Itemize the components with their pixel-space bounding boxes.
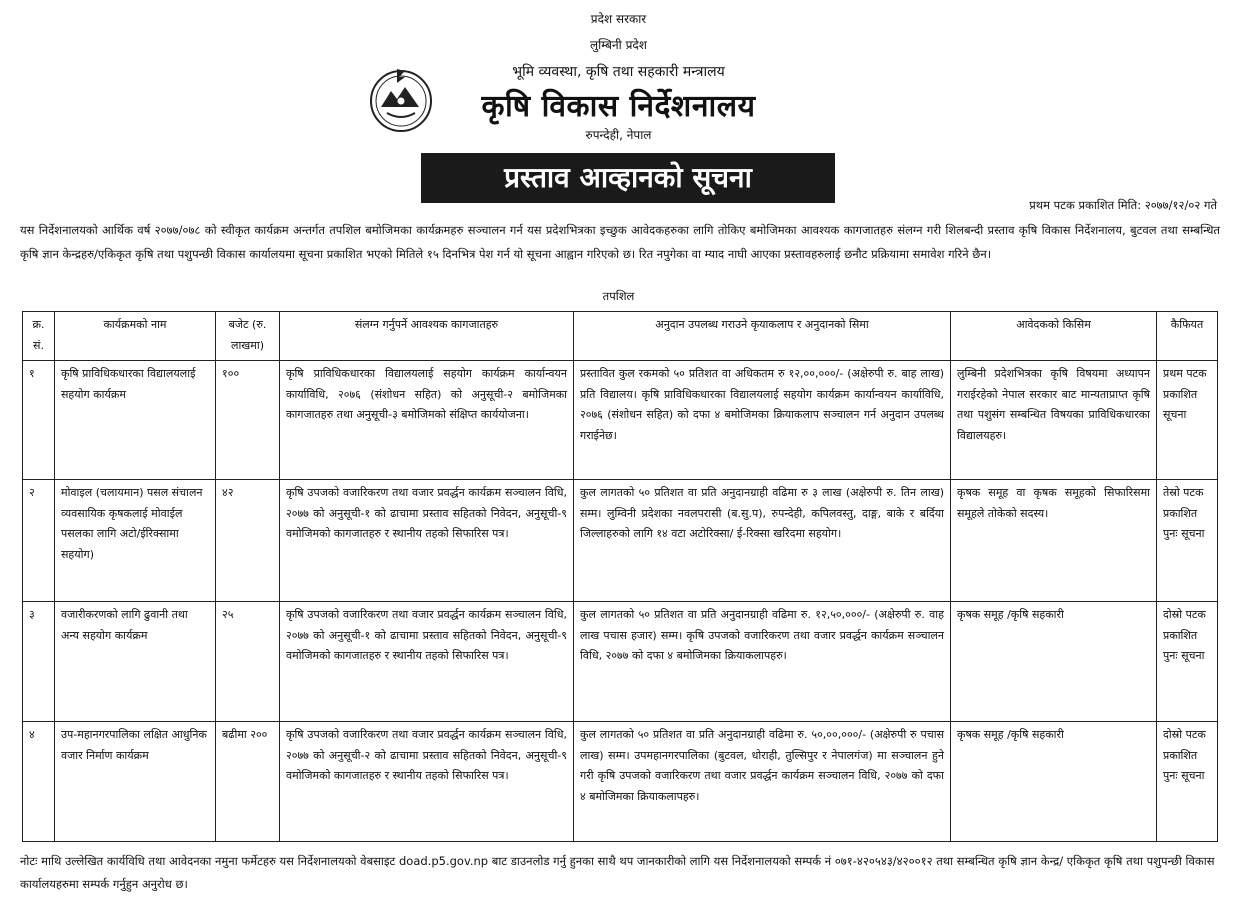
cell-documents: कृषि उपजको वजारिकरण तथा वजार प्रवर्द्धन कार्यक्रम सञ्चालन विधि, २०७७ को अनुसूची-१ को ढाचामा प्रस्ताव सहितको निवेदन, अनुसूची-९ वमोजिमको कागजातहरु र स्थानीय तहको सिफारिस पत्र। xyxy=(280,480,574,602)
cell-program-name: वजारीकरणको लागि ढुवानी तथा अन्य सहयोग कार्यक्रम xyxy=(55,602,216,722)
col-header-budget: बजेट (रु. लाखमा) xyxy=(216,312,280,361)
cell-grant: कुल लागतको ५० प्रतिशत वा प्रति अनुदानग्राही वढिमा रु ३ लाख (अक्षेरुपी रु. तिन लाख) सम्म। लुम्विनी प्रदेशका नवलपरासी (ब.सु.प), रुपन्देही, कपिलवस्तु, दाङ्ग, बाके र बर्दिया जिल्लाहरुको लागि १४ वटा अटोरिक्सा/ ई-रिक्सा खरिदमा सहयोग। xyxy=(574,480,951,602)
cell-program-name: मोवाइल (चलायमान) पसल संचालन व्यवसायिक कृषकलाई मोवाईल पसलका लागि अटो/ईरिक्सामा सहयोग) xyxy=(55,480,216,602)
cell-grant: प्रस्तावित कुल रकमको ५० प्रतिशत वा अधिकतम रु १२,००,०००/- (अक्षेरुपी रु. बाह लाख) प्रति विद्यालय। कृषि प्राविधिकधारका विद्यालयलाई सहयोग कार्यक्रम कार्यान्वयन कार्याविधि, २०७६ (संशोधन सहित) को दफा ४ बमोजिमका क्रियाकलाप सञ्चालन गर्न अनुदान उपलब्ध गराईनेछ। xyxy=(574,361,951,480)
details-table xyxy=(22,311,1218,842)
cell-program-name: उप-महानगरपालिका लक्षित आधुनिक वजार निर्माण कार्यक्रम xyxy=(55,722,216,842)
ministry-name: भूमि व्यवस्था, कृषि तथा सहकारी मन्त्रालय xyxy=(512,64,725,80)
cell-grant: कुल लागतको ५० प्रतिशत वा प्रति अनुदानग्राही वढिमा रु. ५०,००,०००/- (अक्षेरुपी रु पचास लाख) सम्म। उपमहानगरपालिका (बुटवल, धोराही, तुल्सिपुर र नेपालगंज) मा सञ्चालन हुने गरी कृषि उपजको वजारिकरण तथा वजार प्रवर्द्धन कार्यक्रम सञ्चालन विधि, २०७७ को दफा ४ बमोजिमका क्रियाकलापहरु। xyxy=(574,722,951,842)
location-line: रुपन्देही, नेपाल xyxy=(585,128,652,142)
col-header-applicant: आवेदकको किसिम xyxy=(951,312,1157,361)
header-line-province: लुम्बिनी प्रदेश xyxy=(590,38,647,52)
cell-documents: कृषि प्राविधिकधारका विद्यालयलाई सहयोग कार्यक्रम कार्यान्वयन कार्याविधि, २०७६ (संशोधन सहित) को अनुसूची-२ बमोजिमका कागजातहरु तथा अनुसूची-३ बमोजिमको संक्षिप्त कार्ययोजना। xyxy=(280,361,574,480)
cell-applicant: कृषक समूह /कृषि सहकारी xyxy=(951,602,1157,722)
col-header-program-name: कार्यक्रमको नाम xyxy=(55,312,216,361)
cell-remarks: दोस्रो पटक प्रकाशित पुनः सूचना xyxy=(1157,602,1218,722)
table-row xyxy=(23,602,1218,722)
directorate-title: कृषि विकास निर्देशनालय xyxy=(481,89,756,124)
table-caption: तपशिल xyxy=(602,289,635,303)
col-header-grant: अनुदान उपलब्ध गराउने कृयाकलाप र अनुदानको सिमा xyxy=(574,312,951,361)
col-header-sn: क्र. सं. xyxy=(23,312,55,361)
cell-budget: बढीमा २०० xyxy=(216,722,280,842)
col-header-documents: संलग्न गर्नुपर्ने आवश्यक कागजातहरु xyxy=(280,312,574,361)
table-row xyxy=(23,361,1218,480)
table-header-row xyxy=(23,312,1218,361)
cell-documents: कृषि उपजको वजारिकरण तथा वजार प्रवर्द्धन कार्यक्रम सञ्चालन विधि, २०७७ को अनुसूची-२ को ढाचामा प्रस्ताव सहितको निवेदन, अनुसूची-९ वमोजिमको कागजातहरु र स्थानीय तहको सिफारिस पत्र। xyxy=(280,722,574,842)
cell-grant: कुल लागतको ५० प्रतिशत वा प्रति अनुदानग्राही वढिमा रु. १२,५०,०००/- (अक्षेरुपी रु. वाह लाख पचास हजार) सम्म। कृषि उपजको वजारिकरण तथा वजार प्रवर्द्धन कार्यक्रम सञ्चालन विधि, २०७७ को दफा ४ बमोजिमका क्रियाकलापहरु। xyxy=(574,602,951,722)
publish-date: प्रथम पटक प्रकाशित मिति: २०७७/१२/०२ गते xyxy=(1029,198,1217,212)
cell-applicant: कृषक समूह वा कृषक समूहको सिफारिसमा समूहले तोकेको सदस्य। xyxy=(951,480,1157,602)
col-header-remarks: कैफियत xyxy=(1157,312,1218,361)
cell-sn: ३ xyxy=(23,602,55,722)
notice-title-banner: प्रस्ताव आव्हानको सूचना xyxy=(421,153,835,203)
cell-sn: २ xyxy=(23,480,55,602)
footer-note: नोटः माथि उल्लेखित कार्यविधि तथा आवेदनका नमुना फर्मेटहरु यस निर्देशनालयको वेबसाइट doad.p5.gov.np बाट डाउनलोड गर्नु हुनका साथै थप जानकारीको लागि यस निर्देशनालयको सम्पर्क नं ०७१-४२०५४३/४२००१२ तथा सम्बन्धित कृषि ज्ञान केन्द्र/ एकिकृत कृषि तथा पशुपन्छी विकास कार्यालयहरुमा सम्पर्क गर्नुहुन अनुरोध छ। xyxy=(20,854,1215,891)
cell-program-name: कृषि प्राविधिकधारका विद्यालयलाई सहयोग कार्यक्रम xyxy=(55,361,216,480)
cell-sn: १ xyxy=(23,361,55,480)
table-row xyxy=(23,722,1218,842)
cell-budget: १०० xyxy=(216,361,280,480)
cell-applicant: कृषक समूह /कृषि सहकारी xyxy=(951,722,1157,842)
cell-sn: ४ xyxy=(23,722,55,842)
cell-documents: कृषि उपजको वजारिकरण तथा वजार प्रवर्द्धन कार्यक्रम सञ्चालन विधि, २०७७ को अनुसूची-१ को ढाचामा प्रस्ताव सहितको निवेदन, अनुसूची-९ वमोजिमको कागजातहरु र स्थानीय तहको सिफारिस पत्र। xyxy=(280,602,574,722)
table-row xyxy=(23,480,1218,602)
cell-budget: २५ xyxy=(216,602,280,722)
cell-budget: ४२ xyxy=(216,480,280,602)
header-line-government: प्रदेश सरकार xyxy=(590,12,647,26)
cell-remarks: दोस्रो पटक प्रकाशित पुनः सूचना xyxy=(1157,722,1218,842)
cell-applicant: लुम्बिनी प्रदेशभित्रका कृषि विषयमा अध्यापन गराईरहेको नेपाल सरकार बाट मान्यताप्राप्त कृषि तथा पशुसंग सम्बन्धित विषयका प्राविधिकधारका विद्यालयहरु। xyxy=(951,361,1157,480)
cell-remarks: प्रथम पटक प्रकाशित सूचना xyxy=(1157,361,1218,480)
cell-remarks: तेस्रो पटक प्रकाशित पुनः सूचना xyxy=(1157,480,1218,602)
intro-paragraph: यस निर्देशनालयको आर्थिक वर्ष २०७७/०७८ को स्वीकृत कार्यक्रम अन्तर्गत तपशिल बमोजिमका कार्यक्रमहरु सञ्चालन गर्न यस प्रदेशभित्रका इच्छुक आवेदकहरुका लागि तोकिए बमोजिमका आवश्यक कागजातहरु संलग्न गरी शिलबन्दी प्रस्ताव कृषि विकास निर्देशनालय, बुटवल तथा सम्बन्धित कृषि ज्ञान केन्द्रहरु/एकिकृत कृषि तथा पशुपन्छी विकास कार्यालयमा सूचना प्रकाशित भएको मितिले १५ दिनभित्र पेश गर्न यो सूचना आह्वान गरिएको छ। रित नपुगेका वा म्याद नाघी आएका प्रस्तावहरुलाई छनौट प्रक्रियामा समावेश गरिने छैन। xyxy=(20,223,1220,261)
